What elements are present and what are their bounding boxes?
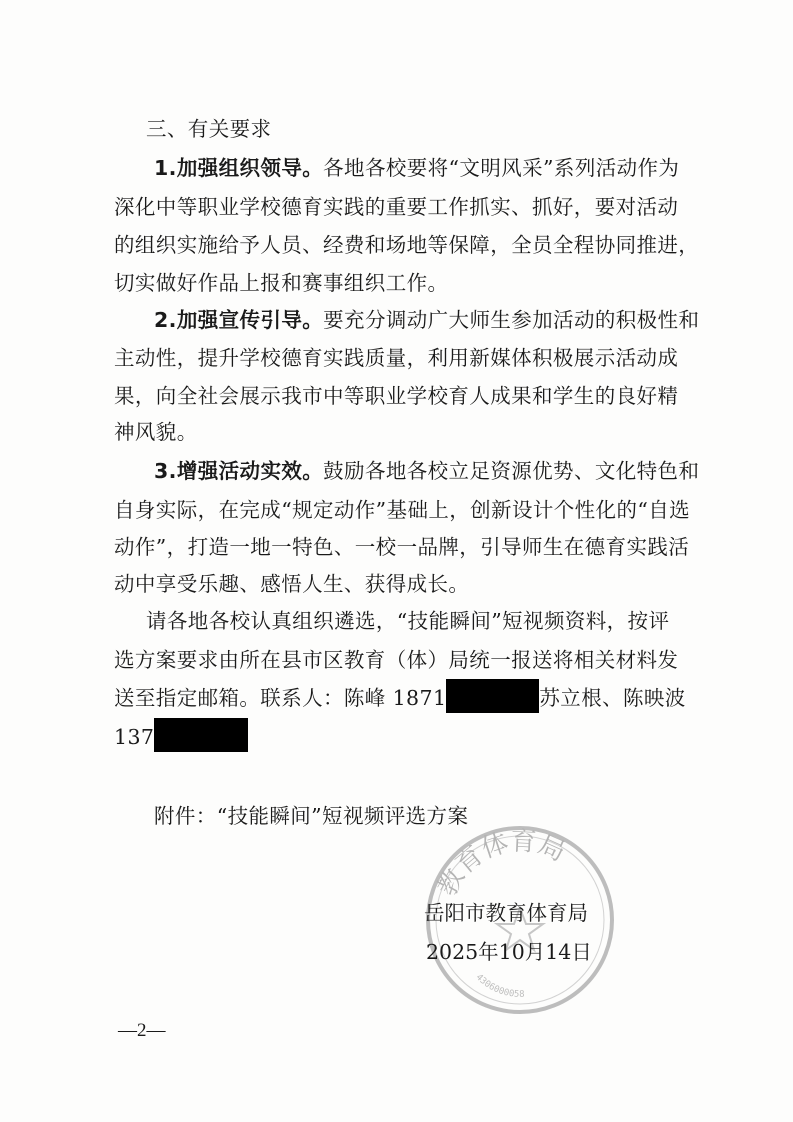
para4-line3-suffix: 苏立根、陈映波: [539, 686, 686, 710]
para3-lead: 3.增强活动实效。: [154, 459, 324, 483]
para2-line3: 果，向全社会展示我市中等职业学校育人成果和学生的良好精: [114, 384, 679, 408]
para3-text-1: 鼓励各地各校立足资源优势、文化特色和: [323, 459, 700, 483]
para4-line1: 请各地各校认真组织遴选，“技能瞬间”短视频资料，按评: [146, 609, 670, 633]
para2-text-1: 要充分调动广大师生参加活动的积极性和: [323, 308, 700, 332]
para1-line3: 的组织实施给予人员、经费和场地等保障，全员全程协同推进，: [114, 233, 700, 257]
para3-line2: 自身实际，在完成“规定动作”基础上，创新设计个性化的“自选: [114, 498, 691, 522]
para3-line1: [154, 452, 699, 491]
section-heading: 三、有关要求: [146, 117, 272, 141]
para4-line2: 选方案要求由所在县市区教育（体）局统一报送将相关材料发: [114, 648, 679, 672]
para3-line4: 动中享受乐趣、感悟人生、获得成长。: [114, 572, 470, 596]
signature-org: 岳阳市教育体育局: [424, 901, 588, 925]
seal-text: 教育体育局: [432, 826, 570, 902]
para4-line4: [114, 718, 248, 757]
para4-line3: [114, 679, 686, 718]
attachment-line: 附件：“技能瞬间”短视频评选方案: [154, 804, 469, 828]
para3-line3: 动作”，打造一地一特色、一校一品牌，引导师生在德育实践活: [114, 535, 690, 559]
redaction-phone-2: [154, 718, 248, 752]
para4-line3-prefix: 送至指定邮箱。联系人：陈峰 1871: [114, 686, 447, 710]
para2-line1: [154, 301, 699, 340]
para1-line2: 深化中等职业学校德育实践的重要工作抓实、抓好，要对活动: [114, 195, 679, 219]
para1-lead: 1.加强组织领导。: [154, 156, 324, 180]
signature-date: 2025年10月14日: [426, 940, 592, 964]
para1-line4: 切实做好作品上报和赛事组织工作。: [114, 271, 449, 295]
para1-text-1: 各地各校要将“文明风采”系列活动作为: [323, 156, 680, 180]
page-number: —2—: [118, 1020, 166, 1041]
redaction-phone-1: [446, 679, 539, 713]
para2-line2: 主动性，提升学校德育实践质量，利用新媒体积极展示活动成: [114, 346, 679, 370]
para4-line4-prefix: 137: [114, 725, 155, 749]
seal-code: 4306000058: [473, 972, 525, 1000]
para2-lead: 2.加强宣传引导。: [154, 308, 324, 332]
para1-line1: [154, 149, 679, 188]
para2-line4: 神风貌。: [114, 420, 198, 444]
